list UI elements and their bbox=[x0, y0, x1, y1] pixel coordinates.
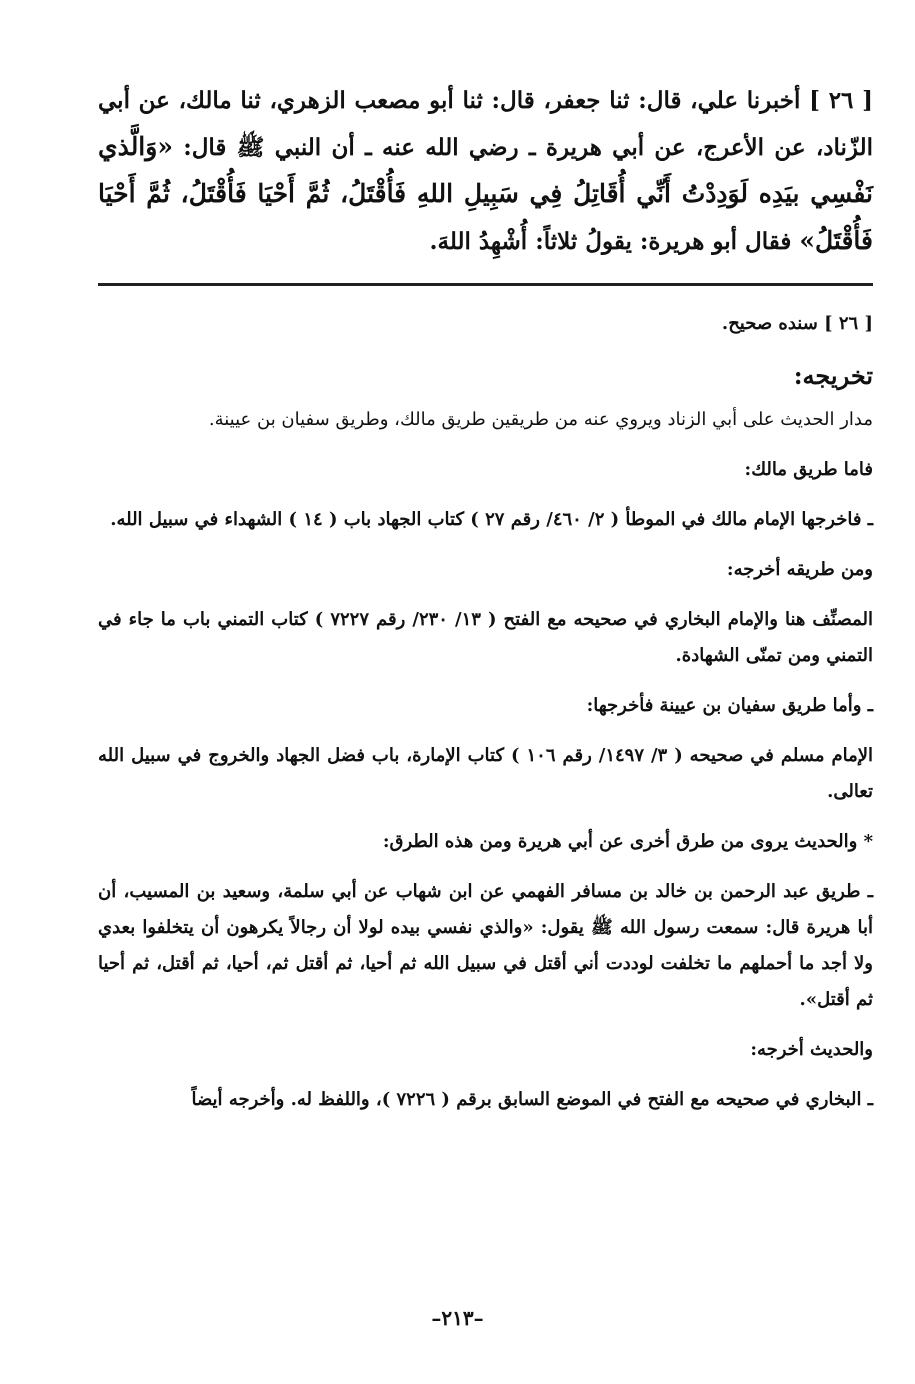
grading-line: [ ٢٦ ] سنده صحيح. bbox=[721, 313, 873, 334]
page-number: –٢١٣– bbox=[431, 1306, 484, 1330]
note-paragraph: الإمام مسلم في صحيحه ( ٣/ ١٤٩٧/ رقم ١٠٦ ) كتاب الإمارة، باب فضل الجهاد والخروج في سبيل الله تعالى. bbox=[98, 745, 873, 802]
takhrij-heading: تخريجه: bbox=[793, 361, 873, 390]
hadith-ending: فقال أبو هريرة: يقولُ ثلاثاً: أُشْهِدُ اللهَ. bbox=[429, 228, 792, 255]
note-paragraph: ـ البخاري في صحيحه مع الفتح في الموضع السابق برقم ( ٧٢٢٦ )، واللفظ له. وأخرجه أيضاً bbox=[191, 1089, 873, 1110]
hadith-text bbox=[98, 78, 873, 265]
note-paragraph: ـ فاخرجها الإمام مالك في الموطأ ( ٢/ ٤٦٠/ رقم ٢٧ ) كتاب الجهاد باب ( ١٤ ) الشهداء في سبيل الله. bbox=[110, 509, 873, 530]
page-body bbox=[98, 78, 873, 1324]
hadith-isnad: أخبرنا علي، قال: ثنا جعفر، قال: ثنا أبو مصعب الزهري، ثنا مالك، عن أبي الزّناد، عن الأعرج، عن أبي هريرة ـ رضي الله عنه ـ أن النبي ﷺ قال: bbox=[98, 87, 873, 161]
note-paragraph: ومن طريقه أخرجه: bbox=[726, 559, 873, 580]
footnote-divider bbox=[98, 283, 873, 286]
hadith-number: [ ٢٦ ] bbox=[809, 87, 873, 114]
note-paragraph: فاما طريق مالك: bbox=[744, 459, 873, 480]
hadith-matn: «وَالَّذي نَفْسِي بيَدِه لَوَدِدْتُ أَنِّي أُقَاتِلُ فِي سَبِيلِ اللهِ فَأُقْتَلُ، ثُمَّ أَحْيَا فَأُقْتَلُ، ثُمَّ أَحْيَا فَأُقْتَلُ» bbox=[98, 132, 873, 255]
note-paragraph: والحديث أخرجه: bbox=[750, 1039, 873, 1060]
note-paragraph: ـ طريق عبد الرحمن بن خالد بن مسافر الفهمي عن ابن شهاب عن أبي سلمة، وسعيد بن المسيب، أن أبا هريرة قال: سمعت رسول الله ﷺ يقول: «والذي نفسي بيده لولا أن رجالاً يكرهون أن يتخلفوا بعدي ولا أجد ما أحملهم ما تخلفت لوددت أني أقتل في سبيل الله ثم أحيا، ثم أقتل ثم، أحيا، ثم أقتل، ثم أحيا ثم أقتل». bbox=[98, 881, 873, 1010]
note-paragraph: المصنِّف هنا والإمام البخاري في صحيحه مع الفتح ( ١٣/ ٢٣٠/ رقم ٧٢٢٧ ) كتاب التمني باب ما جاء في التمني ومن تمنّى الشهادة. bbox=[98, 609, 873, 666]
note-paragraph: مدار الحديث على أبي الزناد ويروي عنه من طريقين طريق مالك، وطريق سفيان بن عيينة. bbox=[208, 409, 873, 430]
note-paragraph: ـ وأما طريق سفيان بن عيينة فأخرجها: bbox=[586, 695, 873, 716]
note-paragraph: * والحديث يروى من طرق أخرى عن أبي هريرة ومن هذه الطرق: bbox=[382, 831, 873, 852]
